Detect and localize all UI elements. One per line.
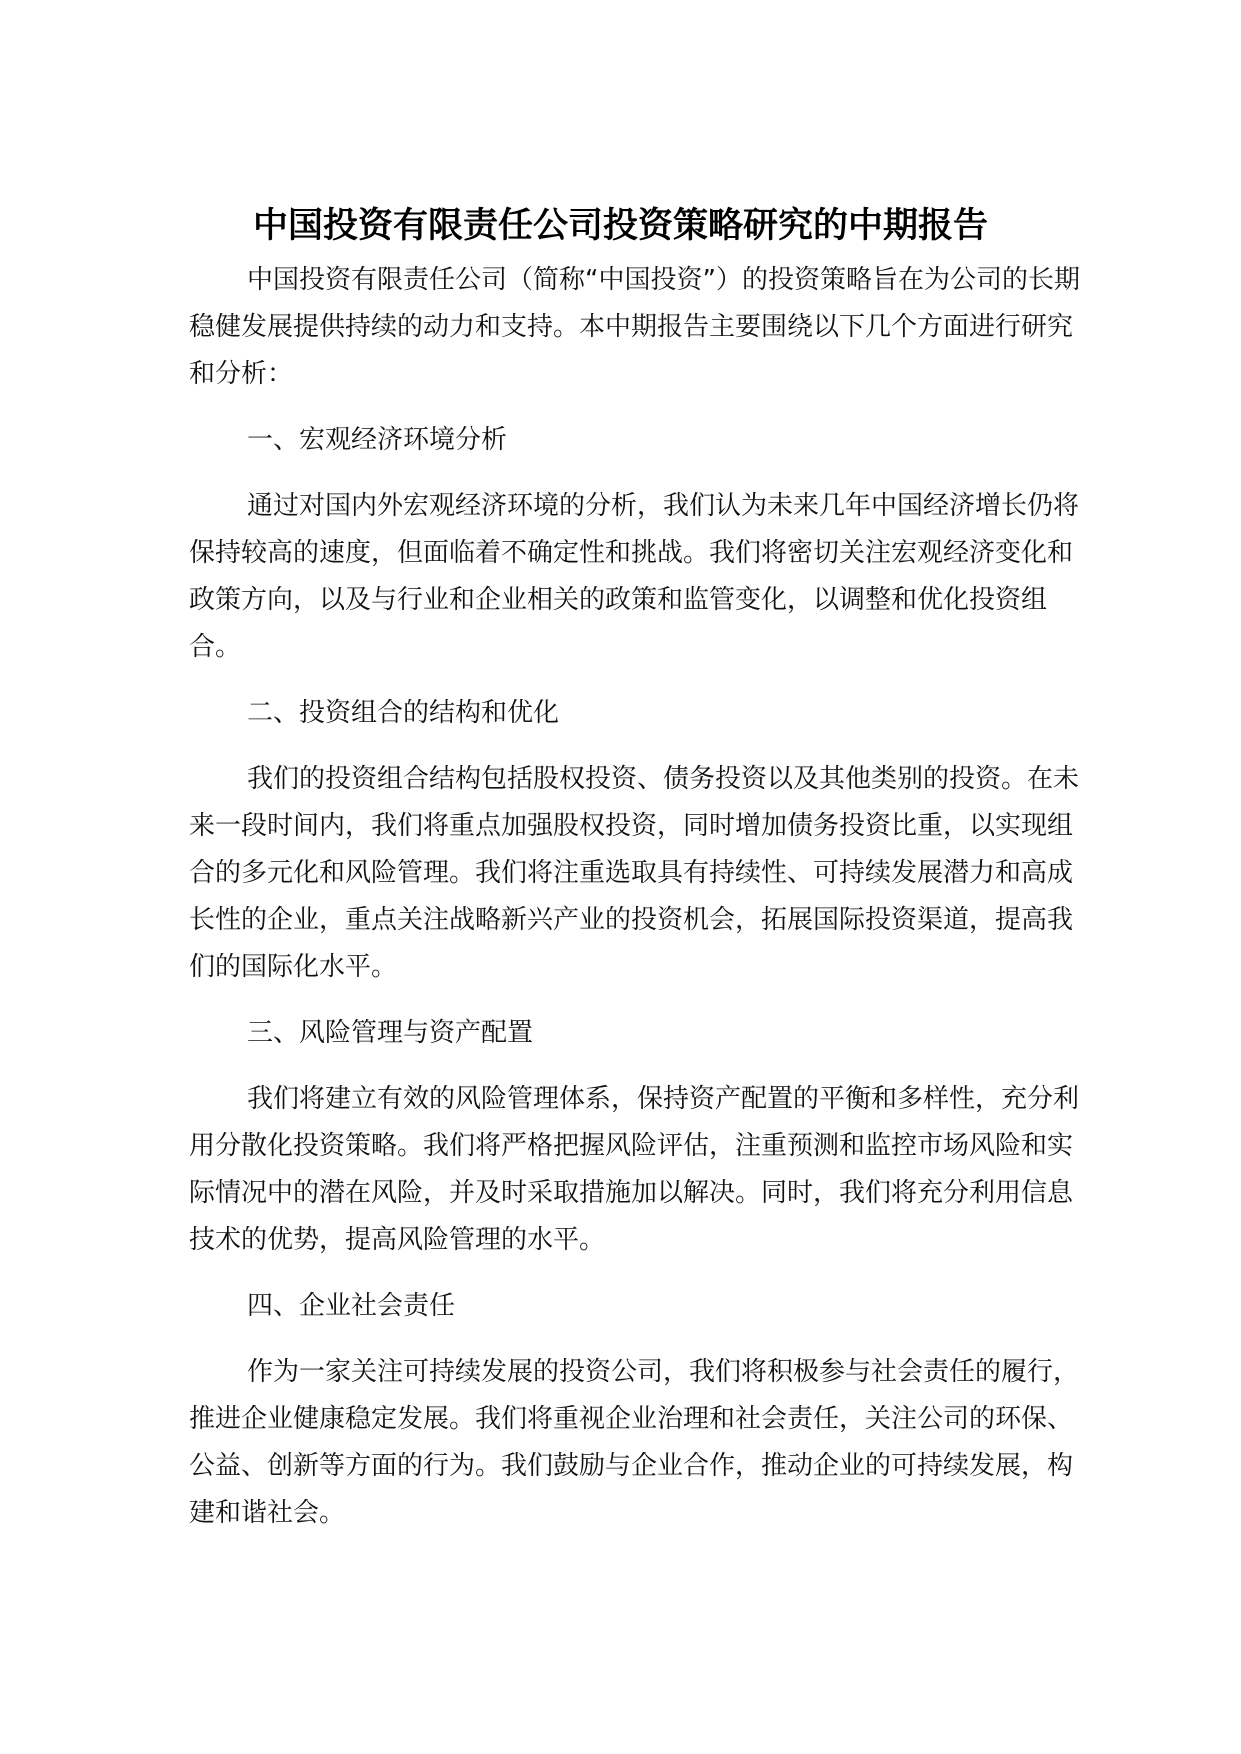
section-heading-risk: 三、风险管理与资产配置 (247, 1018, 534, 1048)
section-body-risk: 我们将建立有效的风险管理体系，保持资产配置的平衡和多样性，充分利用分散化投资策略。我们将严格把握风险评估，注重预测和监控市场风险和实际情况中的潜在风险，并及时采取措施加以解决。同时，我们将充分利用信息技术的优势，提高风险管理的水平。 (189, 1084, 1080, 1255)
section-heading-portfolio: 二、投资组合的结构和优化 (247, 698, 560, 728)
document-body (189, 257, 1089, 1537)
section-body-portfolio: 我们的投资组合结构包括股权投资、债务投资以及其他类别的投资。在未来一段时间内，我们将重点加强股权投资，同时增加债务投资比重，以实现组合的多元化和风险管理。我们将注重选取具有持续性、可持续发展潜力和高成长性的企业，重点关注战略新兴产业的投资机会，拓展国际投资渠道，提高我们的国际化水平。 (189, 764, 1080, 982)
intro-paragraph: 中国投资有限责任公司（简称“中国投资”）的投资策略旨在为公司的长期稳健发展提供持续的动力和支持。本中期报告主要围绕以下几个方面进行研究和分析： (189, 265, 1080, 389)
section-heading-csr: 四、企业社会责任 (247, 1291, 456, 1321)
section-heading-macro: 一、宏观经济环境分析 (247, 425, 508, 455)
page-title: 中国投资有限责任公司投资策略研究的中期报告 (252, 206, 988, 247)
section-body-macro: 通过对国内外宏观经济环境的分析，我们认为未来几年中国经济增长仍将保持较高的速度，但面临着不确定性和挑战。我们将密切关注宏观经济变化和政策方向，以及与行业和企业相关的政策和监管变化，以调整和优化投资组合。 (189, 491, 1080, 662)
section-body-csr: 作为一家关注可持续发展的投资公司，我们将积极参与社会责任的履行，推进企业健康稳定发展。我们将重视企业治理和社会责任，关注公司的环保、公益、创新等方面的行为。我们鼓励与企业合作，推动企业的可持续发展，构建和谐社会。 (189, 1357, 1080, 1528)
